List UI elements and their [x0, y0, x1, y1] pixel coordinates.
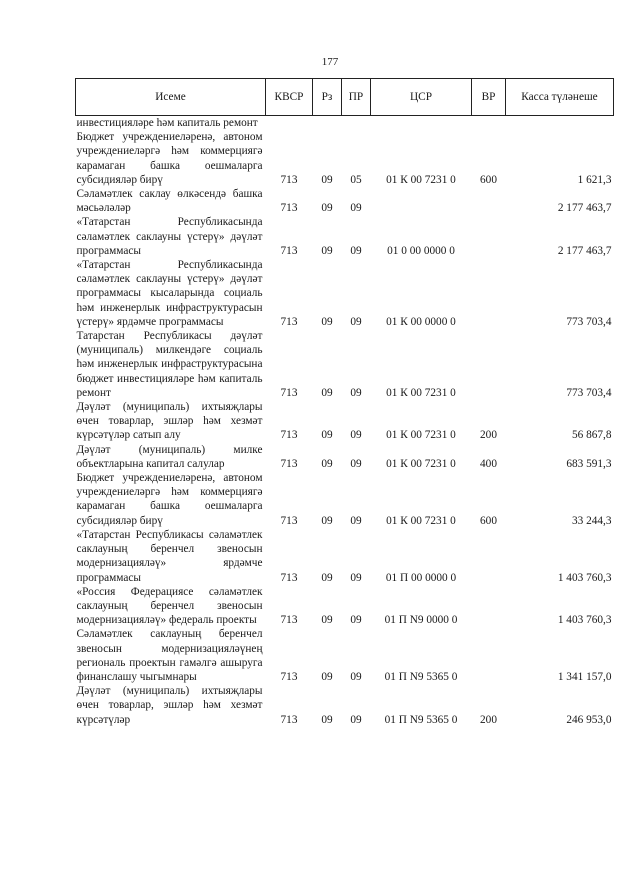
column-header-vr: ВР: [472, 79, 506, 116]
row-rz: 09: [321, 614, 333, 627]
row-kvsr: 713: [280, 514, 298, 527]
row-name: Бюджет учреждениеләренә, автоном учреждениеләргә һәм коммерциягә карамаган башка оешмаларга субсидияләр бирү: [76, 131, 263, 186]
table-row: [76, 187, 614, 215]
page-number: 177: [321, 56, 339, 68]
row-rz: 09: [321, 429, 333, 442]
row-pr: 09: [350, 315, 362, 328]
row-kvsr: 713: [280, 386, 298, 399]
row-kvsr: 713: [280, 173, 298, 186]
table-row: [76, 627, 614, 684]
row-kvsr: 713: [280, 429, 298, 442]
table-row: [76, 116, 614, 131]
row-name: Дәүләт (муниципаль) ихтыяҗлары өчен товарлар, эшләр һәм хезмәт күрсәтүләр: [76, 685, 263, 726]
row-csr: 01 П N9 5365 0: [384, 670, 458, 683]
row-kvsr: 713: [280, 614, 298, 627]
row-vr: [472, 585, 506, 628]
column-header-name: Исеме: [76, 79, 266, 116]
row-vr: 600: [480, 173, 497, 186]
row-csr: [371, 116, 472, 131]
row-rz: 09: [321, 315, 333, 328]
column-header-kvsr: КВСР: [266, 79, 313, 116]
row-csr: 01 П N9 0000 0: [384, 614, 458, 627]
row-pr: [342, 116, 371, 131]
row-csr: 01 П N9 5365 0: [384, 713, 458, 726]
row-amount: 1 403 760,3: [557, 571, 612, 584]
row-rz: [313, 116, 342, 131]
row-rz: 09: [321, 713, 333, 726]
row-kvsr: 713: [280, 202, 298, 215]
row-amount: 246 953,0: [566, 713, 612, 726]
table-row: [76, 329, 614, 400]
row-amount: 33 244,3: [571, 514, 612, 527]
row-csr: 01 П 00 0000 0: [385, 571, 457, 584]
row-name: Сәламәтлек саклау өлкәсендә башка мәсьәләләр: [76, 188, 263, 215]
row-vr: 600: [480, 514, 497, 527]
row-rz: 09: [321, 457, 333, 470]
row-name: «Татарстан Республикасында сәламәтлек саклауны үстерү» дәүләт программасы: [76, 216, 263, 257]
row-pr: 09: [350, 670, 362, 683]
row-vr: [472, 215, 506, 258]
row-kvsr: 713: [280, 457, 298, 470]
column-header-pr: ПР: [342, 79, 371, 116]
row-csr: 01 К 00 0000 0: [386, 315, 456, 328]
row-kvsr: [266, 116, 313, 131]
row-pr: 09: [350, 244, 362, 257]
row-rz: 09: [321, 202, 333, 215]
row-kvsr: 713: [280, 244, 298, 257]
row-amount: 56 867,8: [571, 429, 612, 442]
row-csr: [371, 187, 472, 215]
row-vr: [472, 258, 506, 329]
row-name: инвестицияләре һәм капиталь ремонт: [76, 117, 258, 129]
row-rz: 09: [321, 173, 333, 186]
row-amount: 1 621,3: [577, 173, 612, 186]
row-vr: 400: [480, 457, 497, 470]
table-row: [76, 684, 614, 727]
column-header-rz: Рз: [313, 79, 342, 116]
row-rz: 09: [321, 514, 333, 527]
row-amount: 1 403 760,3: [557, 614, 612, 627]
row-csr: 01 0 00 0000 0: [387, 244, 455, 257]
row-amount: 773 703,4: [566, 386, 612, 399]
row-pr: 09: [350, 614, 362, 627]
row-vr: 200: [480, 429, 497, 442]
row-name: Татарстан Республикасы дәүләт (муниципаль) милкендәге социаль һәм инженерлык инфраструктурасына бюджет инвестицияләре һәм капиталь ремонт: [76, 330, 263, 399]
row-csr: 01 К 00 7231 0: [386, 386, 456, 399]
row-pr: 09: [350, 202, 362, 215]
row-pr: 09: [350, 457, 362, 470]
row-amount: 2 177 463,7: [557, 244, 612, 257]
row-rz: 09: [321, 571, 333, 584]
row-amount: 2 177 463,7: [557, 202, 612, 215]
row-name: «Россия Федерациясе сәламәтлек саклауның беренчел звеносын модернизацияләү» федераль проекты: [76, 585, 263, 627]
row-kvsr: 713: [280, 315, 298, 328]
table-row: [76, 258, 614, 329]
row-rz: 09: [321, 670, 333, 683]
row-kvsr: 713: [280, 571, 298, 584]
table-row: [76, 130, 614, 187]
table-row: [76, 528, 614, 585]
row-pr: 09: [350, 429, 362, 442]
row-pr: 09: [350, 386, 362, 399]
row-rz: 09: [321, 386, 333, 399]
row-pr: 09: [350, 713, 362, 726]
row-name: Дәүләт (муниципаль) милке объектларына капитал салулар: [76, 443, 263, 470]
row-csr: 01 К 00 7231 0: [386, 429, 456, 442]
row-name: Бюджет учреждениеләренә, автоном учреждениеләргә һәм коммерциягә карамаган башка оешмаларга субсидияләр бирү: [76, 472, 263, 527]
row-amount: 1 341 157,0: [557, 670, 612, 683]
column-header-kassa: Касса түләнеше: [506, 79, 614, 116]
row-csr: 01 К 00 7231 0: [386, 514, 456, 527]
row-pr: 09: [350, 514, 362, 527]
row-vr: [472, 329, 506, 400]
row-kvsr: 713: [280, 670, 298, 683]
row-vr: 200: [480, 713, 497, 726]
row-pr: 05: [350, 173, 362, 186]
column-header-csr: ЦСР: [371, 79, 472, 116]
row-name: Сәламәтлек саклауның беренчел звеносын модернизацияләүнең региональ проектын гамәлгә ашыруга финанслашу чыгымнары: [76, 628, 263, 683]
table-row: [76, 400, 614, 443]
budget-table: [75, 78, 614, 727]
row-pr: 09: [350, 571, 362, 584]
row-name: «Татарстан Республикасы сәламәтлек саклауның беренчел звеносын модернизацияләү» ярдәмче программасы: [76, 528, 263, 584]
row-csr: 01 К 00 7231 0: [386, 173, 456, 186]
row-amount: 683 591,3: [566, 457, 612, 470]
row-name: «Татарстан Республикасында сәламәтлек саклауны үстерү» дәүләт программасы кысаларында социаль һәм инженерлык инфраструктурасын үстерү» ярдәмче программасы: [76, 259, 263, 328]
table-row: [76, 471, 614, 528]
table-row: [76, 215, 614, 258]
row-amount: [506, 116, 614, 131]
row-vr: [472, 627, 506, 684]
row-rz: 09: [321, 244, 333, 257]
row-name: Дәүләт (муниципаль) ихтыяҗлары өчен товарлар, эшләр һәм хезмәт күрсәтүләр сатып алу: [76, 401, 263, 442]
row-amount: 773 703,4: [566, 315, 612, 328]
row-vr: [472, 528, 506, 585]
table-row: [76, 585, 614, 628]
row-csr: 01 К 00 7231 0: [386, 457, 456, 470]
row-vr: [472, 116, 506, 131]
table-row: [76, 443, 614, 471]
row-kvsr: 713: [280, 713, 298, 726]
row-vr: [472, 187, 506, 215]
table-header-row: [76, 79, 614, 116]
